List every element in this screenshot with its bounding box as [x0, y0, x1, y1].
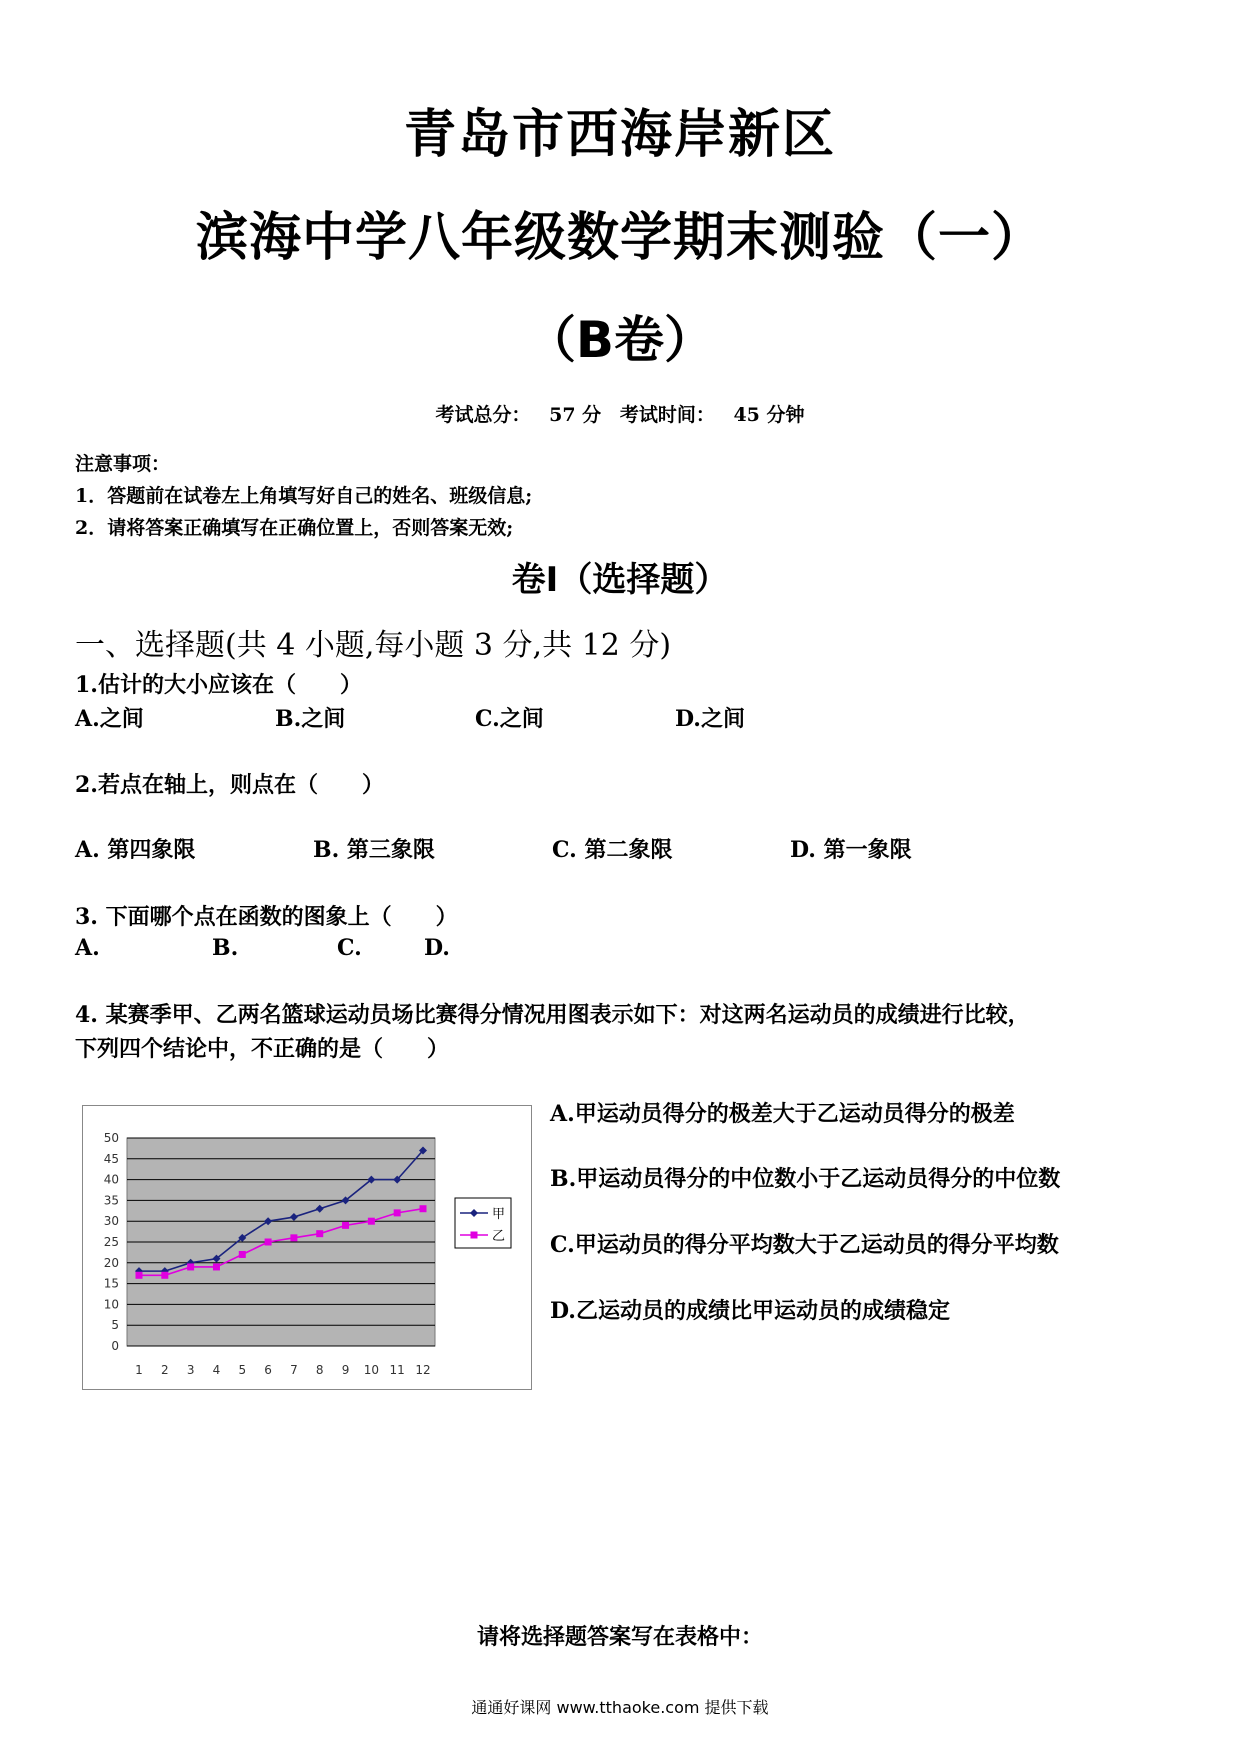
note-item: 1．答题前在试卷左上角填写好自己的姓名、班级信息; [75, 485, 533, 507]
question-2-option-d: D. 第一象限 [790, 837, 912, 863]
question-2-stem: 2.若点在轴上，则点在（ ） [75, 772, 384, 798]
question-4-option-a: A.甲运动员得分的极差大于乙运动员得分的极差 [550, 1101, 1015, 1127]
question-4-option-d: D.乙运动员的成绩比甲运动员的成绩稳定 [550, 1298, 950, 1324]
paper-version-title: （B卷） [525, 311, 715, 369]
note-item: 2．请将答案正确填写在正确位置上，否则答案无效; [75, 517, 514, 539]
legend-label: 甲 [492, 1207, 506, 1222]
question-2-option-c: C. 第二象限 [552, 837, 673, 863]
data-point [187, 1263, 194, 1270]
y-tick-label: 10 [103, 1297, 119, 1312]
x-tick-label: 6 [264, 1363, 272, 1377]
y-tick-label: 35 [103, 1193, 119, 1208]
footer-source: 通通好课网 www.tthaoke.com 提供下载 [471, 1698, 769, 1717]
data-point [342, 1222, 349, 1229]
question-3-option-c: C. [337, 935, 362, 961]
exam-time-value: 45 分钟 [733, 404, 805, 426]
data-point [239, 1251, 246, 1258]
question-4-stem-line2: 下列四个结论中，不正确的是（ ） [75, 1036, 450, 1062]
exam-title: 滨海中学八年级数学期末测验（一） [195, 208, 1044, 268]
data-point [213, 1263, 220, 1270]
question-1-option-d: D.之间 [675, 706, 745, 732]
question-1-option-a: A.之间 [75, 706, 144, 732]
data-point [316, 1230, 323, 1237]
x-tick-label: 5 [238, 1363, 247, 1377]
y-tick-label: 30 [103, 1214, 119, 1229]
legend-marker [471, 1232, 478, 1239]
data-point [290, 1234, 297, 1241]
data-point [161, 1272, 168, 1279]
part1-title: 一、选择题(共 4 小题,每小题 3 分,共 12 分) [75, 628, 672, 663]
y-tick-label: 15 [103, 1276, 119, 1291]
x-tick-label: 4 [212, 1363, 221, 1377]
y-tick-label: 25 [103, 1235, 119, 1249]
x-tick-label: 11 [389, 1363, 405, 1377]
answer-table-note: 请将选择题答案写在表格中： [476, 1624, 763, 1650]
question-3-stem: 3. 下面哪个点在函数的图象上（ ） [75, 904, 458, 930]
x-tick-label: 1 [135, 1363, 143, 1377]
data-point [265, 1239, 272, 1246]
section-title: 卷Ⅰ（选择题） [511, 560, 729, 600]
x-tick-label: 12 [415, 1363, 431, 1377]
x-tick-label: 7 [290, 1363, 298, 1377]
x-tick-label: 9 [341, 1363, 350, 1377]
question-4-option-b: B.甲运动员得分的中位数小于乙运动员得分的中位数 [550, 1166, 1061, 1192]
question-3-option-b: B. [212, 935, 239, 961]
score-line-chart [82, 1105, 532, 1390]
question-4-option-c: C.甲运动员的得分平均数大于乙运动员的得分平均数 [550, 1232, 1059, 1258]
question-1-stem: 1.估计的大小应该在（ ） [75, 672, 362, 698]
notes-block [75, 448, 532, 544]
y-tick-label: 40 [103, 1172, 119, 1187]
x-tick-label: 10 [363, 1363, 380, 1377]
total-score-label: 考试总分： [435, 404, 531, 426]
data-point [136, 1272, 143, 1279]
y-tick-label: 0 [111, 1339, 119, 1353]
x-tick-label: 2 [160, 1363, 169, 1377]
exam-info [0, 400, 1240, 427]
question-3-option-a: A. [75, 935, 100, 961]
y-tick-label: 45 [103, 1151, 119, 1166]
y-tick-label: 20 [103, 1255, 119, 1270]
legend-label: 乙 [492, 1229, 506, 1244]
school-district-title: 青岛市西海岸新区 [403, 105, 836, 165]
question-3-option-d: D. [424, 935, 450, 961]
question-1-option-c: C.之间 [475, 706, 544, 732]
question-4-stem-line1: 4. 某赛季甲、乙两名篮球运动员场比赛得分情况用图表示如下：对这两名运动员的成绩进行比较， [75, 1002, 1030, 1028]
question-2-option-b: B. 第三象限 [313, 837, 435, 863]
y-tick-label: 5 [111, 1318, 119, 1333]
data-point [368, 1218, 375, 1225]
x-tick-label: 8 [315, 1363, 324, 1377]
chart-svg [83, 1106, 531, 1389]
total-score-value: 57 分 [549, 404, 602, 426]
question-1-option-b: B.之间 [275, 706, 346, 732]
data-point [420, 1205, 427, 1212]
exam-time-label: 考试时间： [619, 404, 715, 426]
x-tick-label: 3 [186, 1363, 195, 1377]
y-tick-label: 50 [103, 1131, 119, 1145]
question-2-option-a: A. 第四象限 [75, 837, 196, 863]
notes-heading: 注意事项： [75, 453, 171, 475]
data-point [394, 1209, 401, 1216]
